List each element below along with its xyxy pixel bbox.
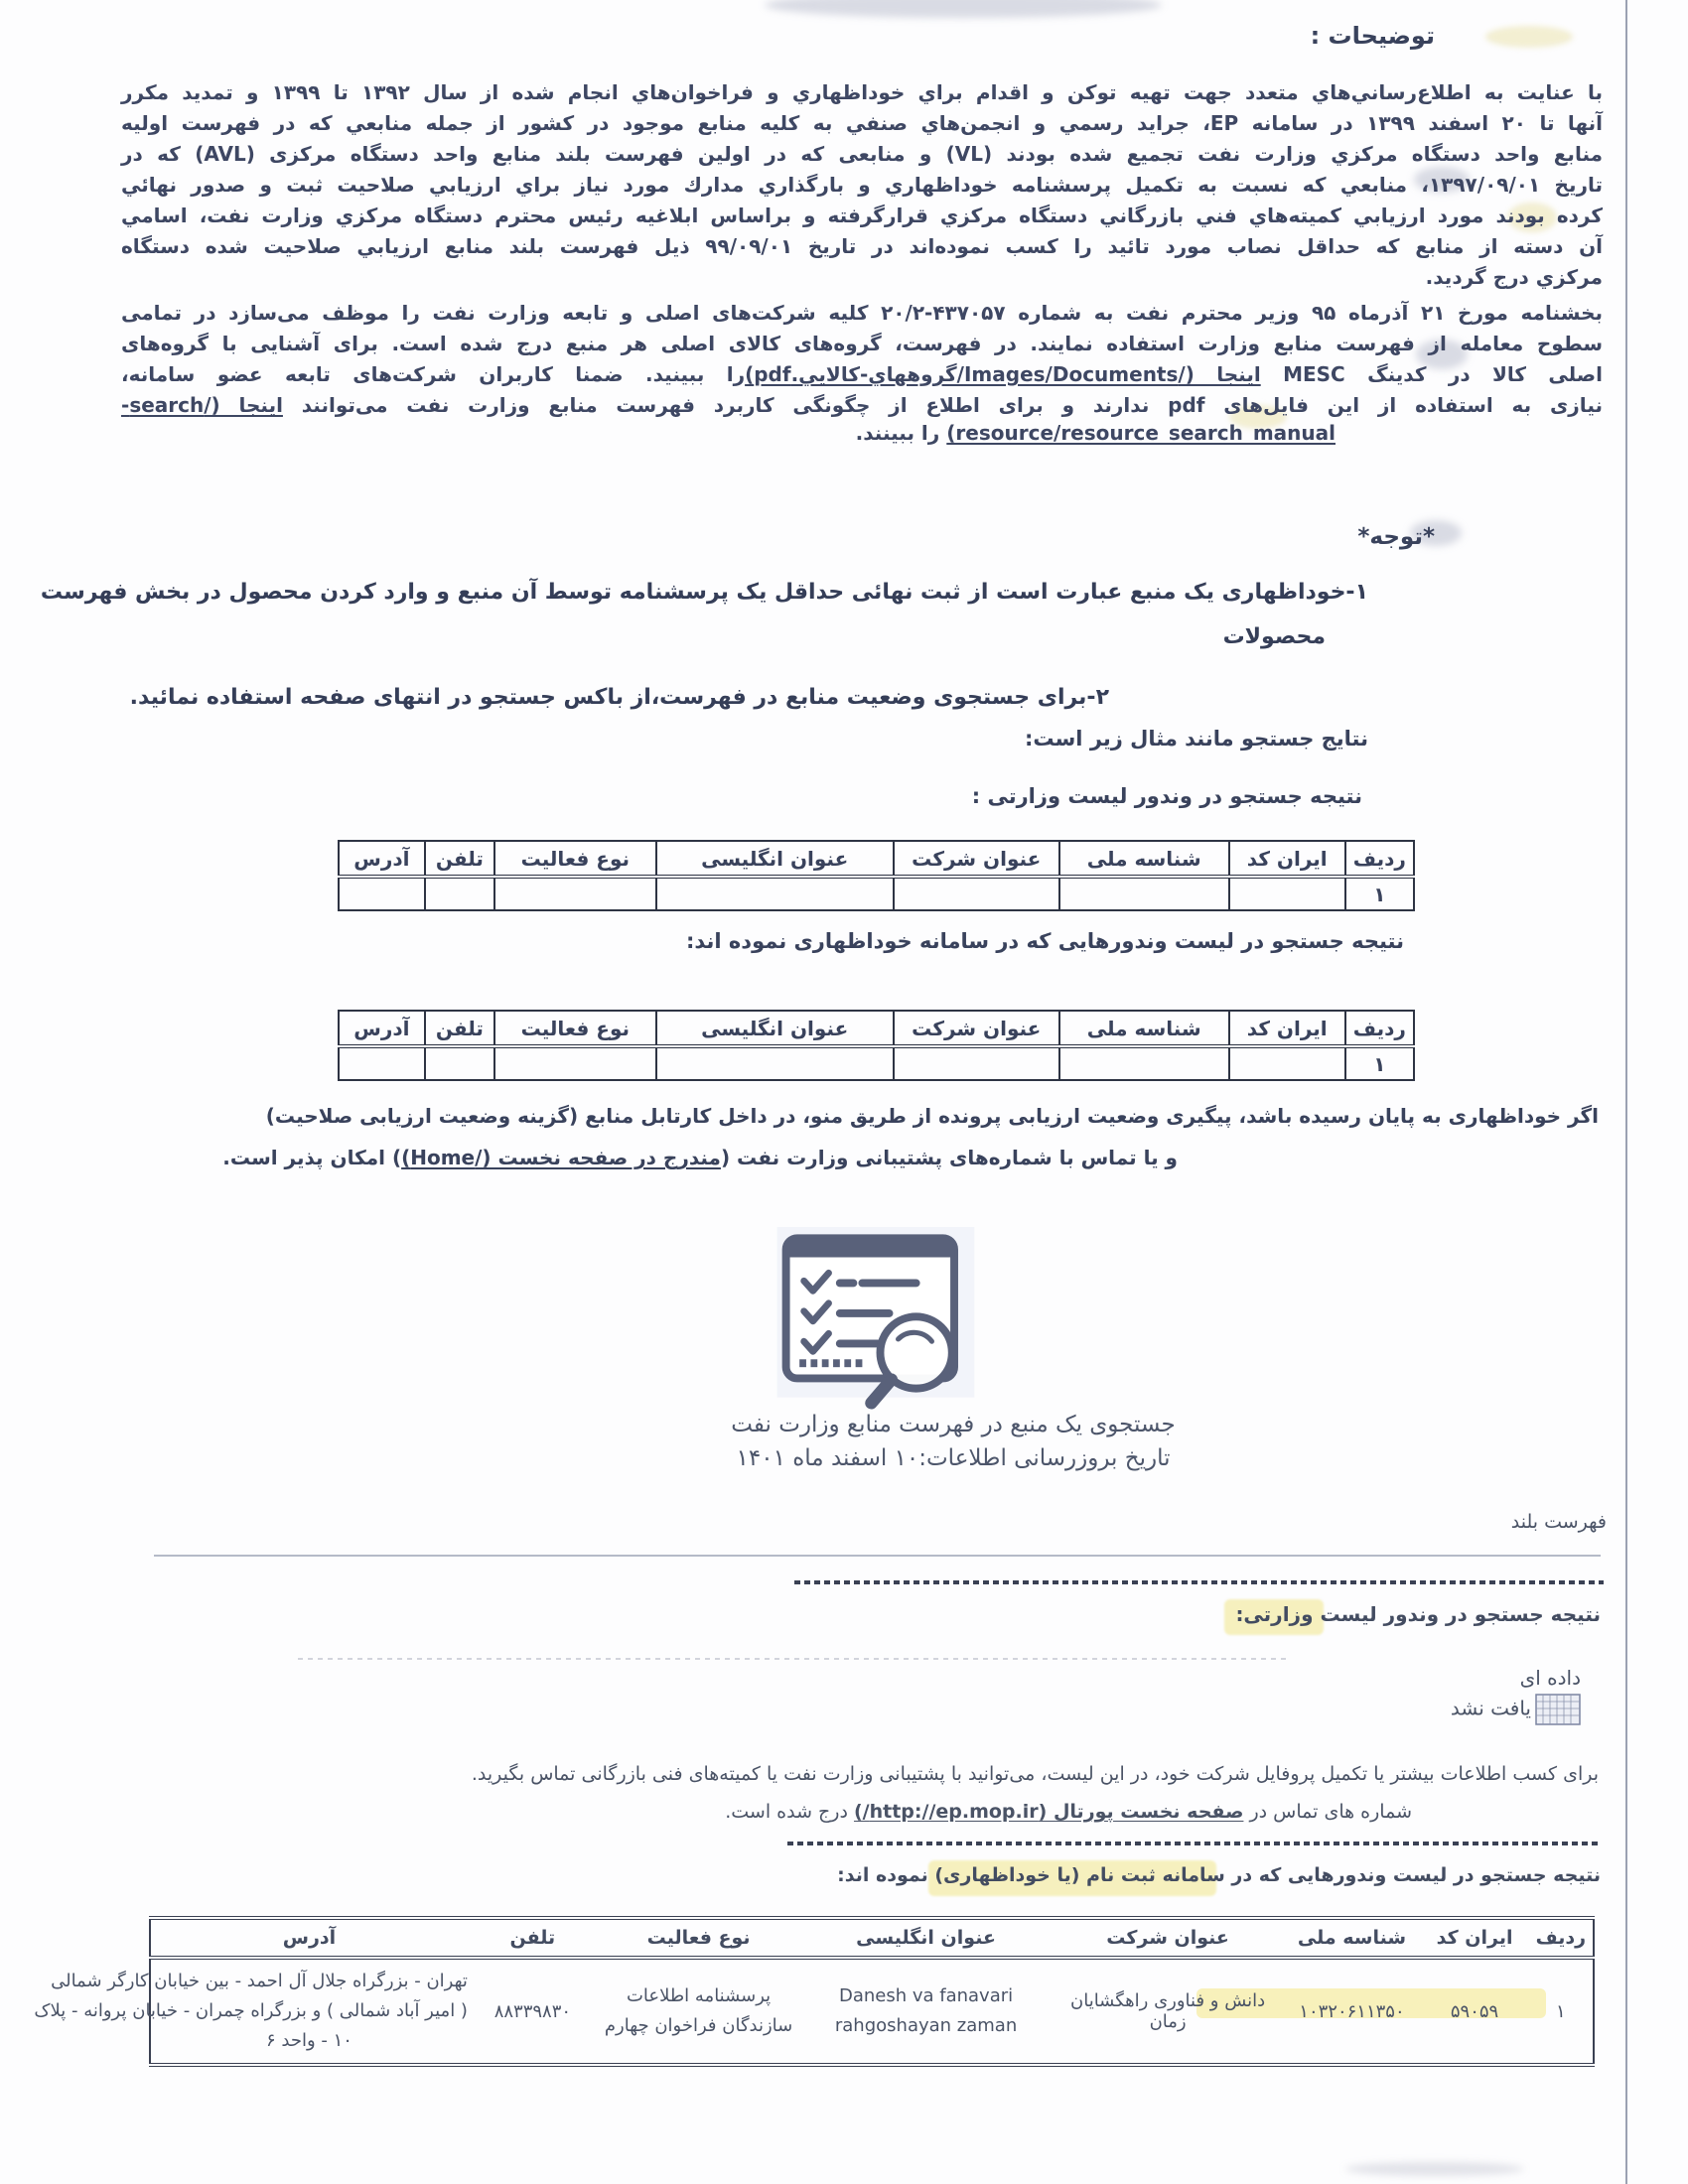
divider-line xyxy=(154,1555,1601,1557)
paragraph-line: مركزي درج گرديد. xyxy=(1425,265,1603,289)
example-table-vendor-list xyxy=(338,840,1415,911)
col-iran-code: ايران كد xyxy=(1229,841,1345,877)
col-address: آدرس xyxy=(339,1011,425,1046)
col-national-id: شناسه ملی xyxy=(1059,1011,1229,1046)
text-segment: ) امكان پذير است. xyxy=(222,1146,402,1169)
vendor-list-label: نتيجه جستجو در وندور ليست وزارتی : xyxy=(971,784,1362,808)
table-header-row xyxy=(339,841,1414,877)
selfdeclared-list-label: نتيجه جستجو در ليست وندورهايی كه در سامانه خوداظهاری نموده اند: xyxy=(685,929,1404,953)
cell-iran-code: ۵۹۰۵۹ xyxy=(1421,1958,1529,2065)
col-phone: تلفن xyxy=(425,841,494,877)
text-segment: و يا تماس با شماره‌های پشتيبانی وزارت نفت ( xyxy=(720,1146,1178,1169)
address-line: ۱۰ - واحد ۶ xyxy=(265,2030,352,2051)
paragraph-line: آن دسته از منابع كه حداقل نصاب مورد تائيد را كسب نموده‌اند در تاريخ ۹۹/۰۹/۰۱ ذيل فهرست بلند منابع ارزيابي صلاحيت شده دستگاه xyxy=(121,234,1603,258)
address-line: ( امیر آباد شمالی ) و بزرگراه چمران - خیابان پروانه - پلاک xyxy=(34,2000,468,2021)
search-checklist-icon xyxy=(773,1227,997,1418)
page-title: توضیحات : xyxy=(1310,22,1435,50)
col-company: عنوان شركت xyxy=(894,841,1059,877)
col-activity: نوع فعاليت xyxy=(598,1918,800,1958)
empty-table-icon xyxy=(1535,1694,1581,1725)
paragraph-line: سطوح معامله از فهرست منابع وزارت استفاده نمايند. در فهرست، گروه‌های كالای اصلی هر منبع درج شده است. برای آشنايی با گروه‌های xyxy=(121,332,1603,355)
col-activity: نوع فعاليت xyxy=(494,1011,655,1046)
vendor-result-label: نتيجه جستجو در وندور ليست وزارتی: xyxy=(1235,1602,1601,1626)
followup-line1: اگر خوداظهاری به پايان رسيده باشد، پيگيری وضعيت ارزيابی پرونده از طريق منو، در داخل كارتابل منابع (گزينه وضعيت ارزيابی صلاحيت) xyxy=(265,1104,1599,1128)
cell-phone: ۸۸۳۳۹۸۳۰ xyxy=(468,1958,598,2065)
paragraph-line: تاريخ ۱۳۹۷/۰۹/۰۱، منابعي كه نسبت به تكميل پرسشنامه خوداظهاري و بارگذاري مدارك مورد نياز براي ارزيابي صلاحيت ثبت و صدور نهائي xyxy=(121,173,1604,197)
cell-radif: ۱ xyxy=(1529,1958,1594,2065)
search-manual-link-continued[interactable]: (resource/resource_search_manual xyxy=(946,421,1336,445)
note-title: *توجه* xyxy=(1357,524,1435,550)
col-radif: رديف xyxy=(1529,1918,1594,1958)
cell-national-id: ۱۰۳۲۰۶۱۱۳۵۰ xyxy=(1283,1958,1420,2065)
paragraph-line: منابع واحد دستگاه مركزي وزارت نفت تجميع شده بودند (VL) و منابعی كه در اولين فهرست بلند منابع واحد دستگاه مركزی (AVL) كه در xyxy=(121,142,1603,166)
result-header-row xyxy=(150,1918,1594,1958)
text-segment: را ببينيد. ضمنا كاربران شركت‌های تابعه عضو سامانه، xyxy=(121,362,746,386)
note-item-1: ۱-خوداظهاری یک منبع عبارت است از ثبت نهائی حداقل یک پرسشنامه توسط آن منبع و وارد کردن محصول در بخش فهرست xyxy=(40,580,1368,605)
no-data-text: یافت نشد xyxy=(1450,1696,1531,1720)
table-row xyxy=(339,877,1414,910)
scan-page-edge xyxy=(1625,0,1627,2184)
col-phone: تلفن xyxy=(425,1011,494,1046)
cell-address xyxy=(34,1958,468,2065)
paragraph-line: بخشنامه مورخ ۲۱ آذرماه ۹۵ وزير محترم نفت به شماره ۴۳۷۰۵۷-۲۰/۲ كليه شركت‌های اصلی و تابعه وزارت نفت را موظف می‌سازد در تمامی xyxy=(121,301,1603,325)
example-intro: نتايج جستجو مانند مثال زير است: xyxy=(1025,727,1368,751)
faint-divider xyxy=(298,1658,1291,1660)
search-manual-link[interactable]: اينجا (/search- xyxy=(121,393,283,417)
no-data-line2 xyxy=(1451,1694,1581,1725)
cell-radif: ۱ xyxy=(1345,877,1414,910)
col-company: عنوان شركت xyxy=(894,1011,1059,1046)
paragraph-line xyxy=(121,390,1603,421)
text-segment: درج شده است. xyxy=(725,1801,854,1823)
note-item-2: ۲-برای جستجوی وضعیت منابع در فهرست،از باکس جستجو در انتهای صفحه استفاده نمائید. xyxy=(129,685,1109,710)
text-segment: را ببينند. xyxy=(855,421,947,445)
col-iran-code: ايران كد xyxy=(1421,1918,1529,1958)
paragraph-line xyxy=(121,359,1603,390)
example-table-selfdeclared xyxy=(338,1010,1415,1081)
paragraph-line: آنها تا ۲۰ اسفند ۱۳۹۹ در سامانه EP، جرايد رسمي و انجمن‌هاي صنفي به كليه منابع موجود در كشور از جمله منابعي كه در فهرست اوليه xyxy=(121,111,1604,135)
cell-company: دانش و فناوری راهگشایان زمان xyxy=(1053,1958,1284,2065)
contact-info-line1: برای کسب اطلاعات بیشتر یا تکمیل پروفایل شرکت خود، در این لیست، می‌توانید با پشتیبانی وزارت نفت یا کمیته‌های فنی بازرگانی تماس بگیرید. xyxy=(471,1763,1599,1785)
contact-info-line2 xyxy=(725,1801,1412,1823)
text-segment: شماره های تماس در xyxy=(1243,1801,1412,1823)
cell-activity xyxy=(598,1958,800,2065)
col-national-id: شناسه ملی xyxy=(1059,841,1229,877)
portal-home-link[interactable]: صفحه نخست پورتال (http://ep.mop.ir/) xyxy=(853,1801,1244,1823)
search-result-table xyxy=(34,1916,1595,2067)
paragraph-line: با عنايت به اطلاع‌رساني‌هاي متعدد جهت تهيه توكن و اقدام براي خوداظهاري و فراخوان‌هاي انجام شده از سال ۱۳۹۲ تا ۱۳۹۹ و تمديد مكرر xyxy=(121,80,1604,104)
activity-line: پرسشنامه اطلاعات xyxy=(626,1985,772,2006)
highlight-smudge xyxy=(1485,26,1573,48)
activity-line: سازندگان فراخوان چهارم xyxy=(604,2015,793,2036)
col-english: عنوان انگليسی xyxy=(656,841,894,877)
paragraph-intro xyxy=(121,77,1603,293)
col-address: آدرس xyxy=(339,841,425,877)
table-header-row xyxy=(339,1011,1414,1046)
table-row xyxy=(339,1046,1414,1080)
goods-groups-pdf-link[interactable]: اينجا (/Images/Documents/گروههاي-كالايي.pdf) xyxy=(745,362,1261,386)
english-name-line: Danesh va fanavari xyxy=(838,1985,1014,2006)
text-segment: نيازی به استفاده از اين فايل‌های pdf ندارند و برای اطلاع از چگونگی كاربرد فهرست منابع وزارت نفت می‌توانند xyxy=(282,393,1603,417)
col-english: عنوان انگليسی xyxy=(656,1011,894,1046)
col-iran-code: ايران كد xyxy=(1229,1011,1345,1046)
col-address: آدرس xyxy=(150,1918,468,1958)
dashed-divider xyxy=(794,1580,1604,1584)
col-radif: رديف xyxy=(1345,1011,1414,1046)
col-radif: رديف xyxy=(1345,841,1414,877)
registered-result-label: نتيجه جستجو در ليست وندورهايی كه در سامانه ثبت نام (یا خوداظهاری) نموده اند: xyxy=(837,1864,1601,1886)
note-item-1-cont: محصولات xyxy=(1222,624,1326,649)
text-segment: اصلی كالا در كدينگ MESC xyxy=(1260,362,1603,386)
col-english: عنوان انگليسی xyxy=(799,1918,1052,1958)
paragraph-circular xyxy=(121,298,1603,421)
result-row xyxy=(150,1958,1594,2065)
figure-caption-1: جستجوی یک منبع در فهرست منابع وزارت نفت xyxy=(731,1412,1176,1437)
col-national-id: شناسه ملی xyxy=(1283,1918,1420,1958)
scan-bleed-text xyxy=(1345,2162,1524,2176)
long-list-label: فهرست بلند xyxy=(1510,1511,1607,1533)
home-page-link[interactable]: مندرج در صفحه نخست (/Home) xyxy=(401,1146,721,1169)
col-activity: نوع فعاليت xyxy=(494,841,655,877)
paragraph-line xyxy=(856,421,1336,445)
cell-radif: ۱ xyxy=(1345,1046,1414,1080)
no-data-line1: داده ای xyxy=(1519,1666,1581,1690)
col-company: عنوان شركت xyxy=(1053,1918,1284,1958)
figure-caption-2: تاریخ بروزرسانی اطلاعات:۱۰ اسفند ماه ۱۴۰۱ xyxy=(736,1445,1171,1471)
followup-line2 xyxy=(222,1146,1178,1169)
dashed-divider xyxy=(787,1842,1602,1845)
address-line: تهران - بزرگراه جلال آل احمد - بین خیابان کارگر شمالی xyxy=(51,1971,468,1991)
scan-smudge-top xyxy=(765,0,1162,18)
english-name-line: rahgoshayan zaman xyxy=(834,2015,1018,2036)
paragraph-line: كرده بودند مورد ارزيابي كميته‌هاي فني بازرگاني دستگاه مركزي قرارگرفته و براساس ابلاغيه رئيس محترم دستگاه مركزي وزارت نفت، اسامي xyxy=(121,204,1603,227)
col-phone: تلفن xyxy=(468,1918,598,1958)
cell-english xyxy=(799,1958,1052,2065)
